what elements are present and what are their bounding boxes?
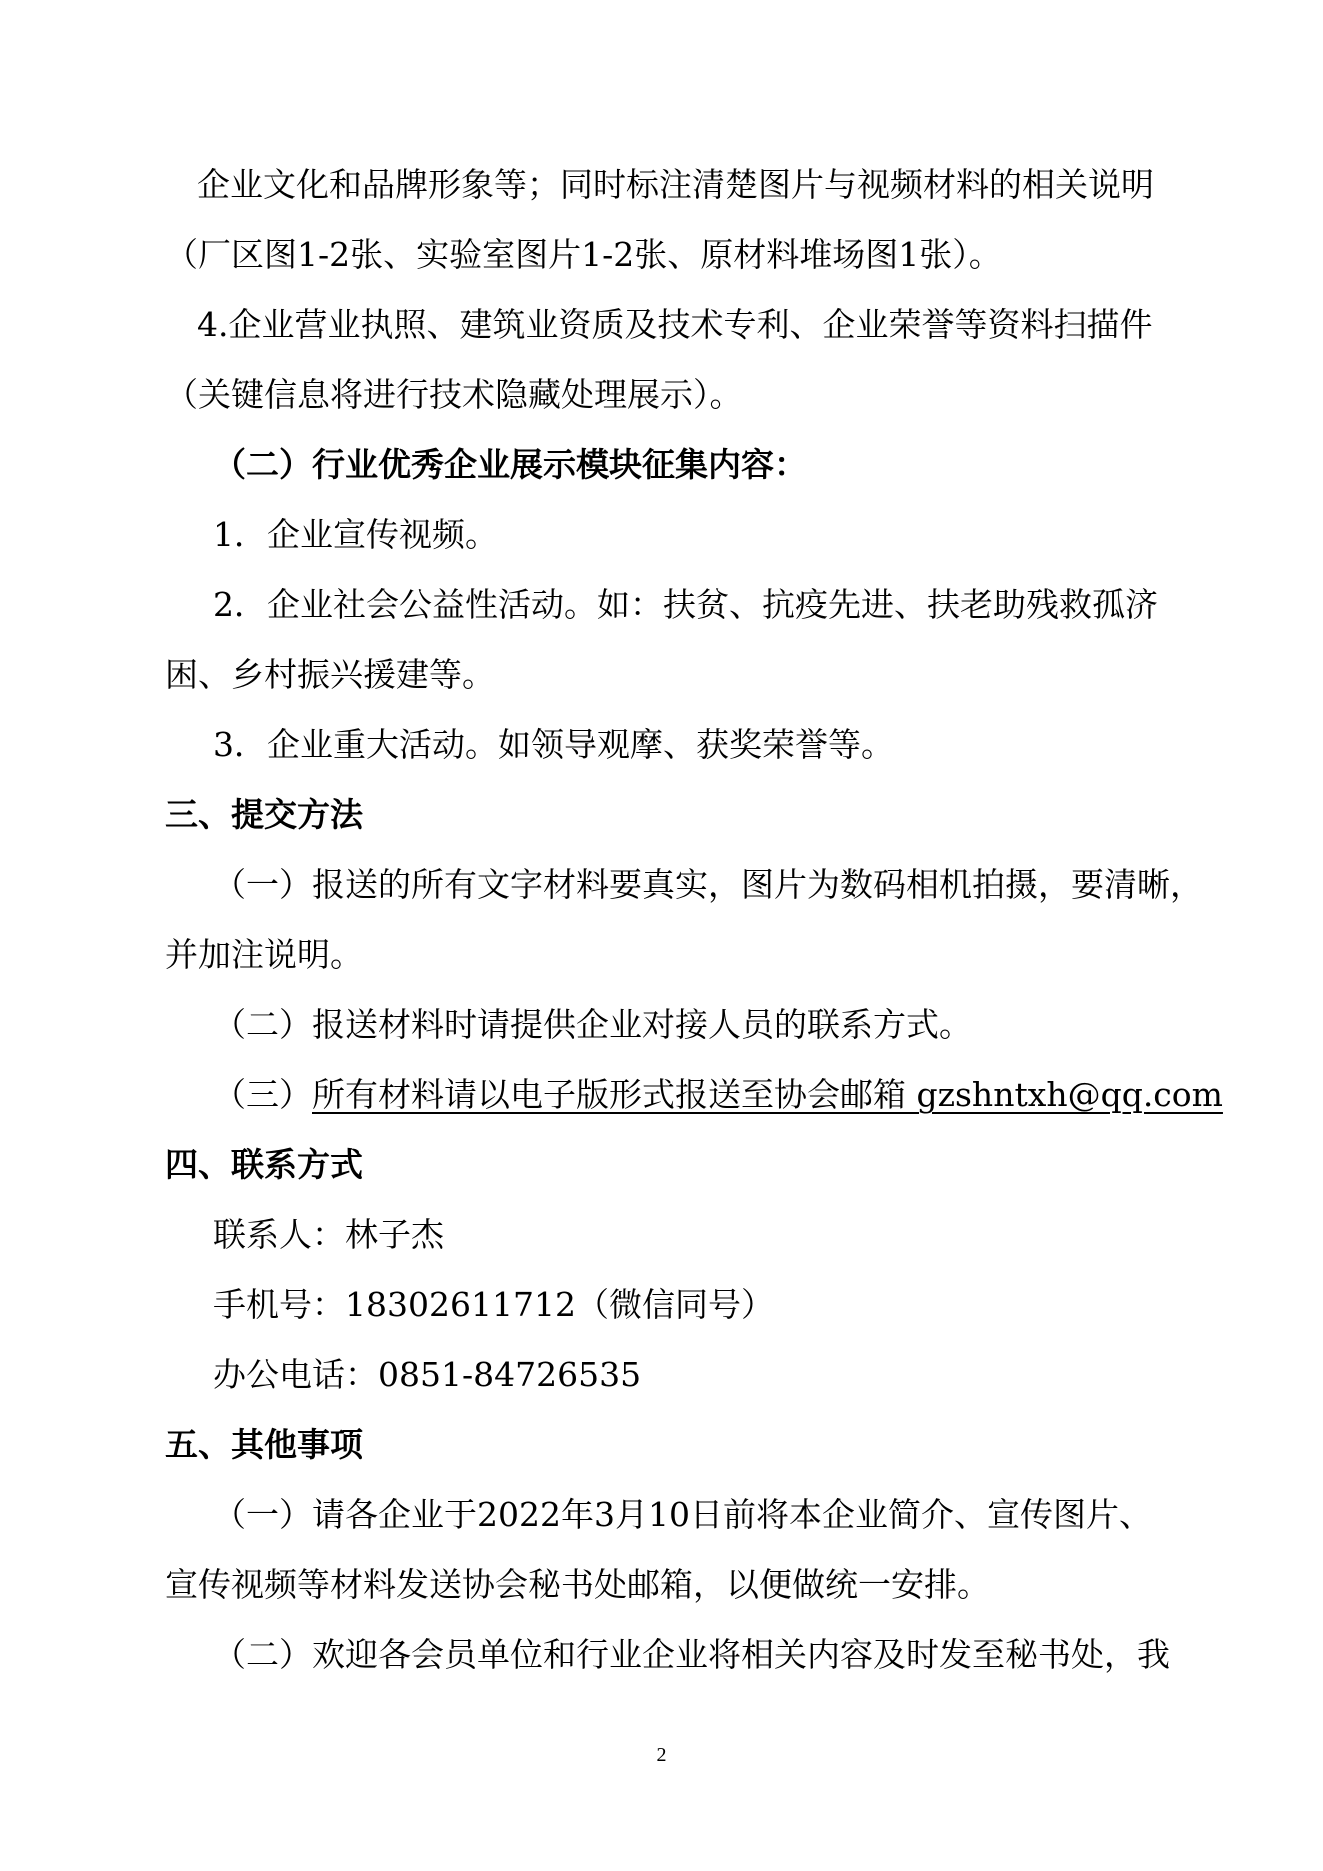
paragraph-line: 宣传视频等材料发送协会秘书处邮箱，以便做统一安排。 [165, 1565, 990, 1604]
paragraph-line: 并加注说明。 [165, 935, 363, 974]
section-heading-showcase: （二）行业优秀企业展示模块征集内容： [213, 445, 807, 484]
list-prefix: （三） [213, 1075, 312, 1114]
paragraph-line: （二）欢迎各会员单位和行业企业将相关内容及时发至秘书处，我 [213, 1635, 1170, 1674]
list-item-4: 4.企业营业执照、建筑业资质及技术专利、企业荣誉等资料扫描件 [197, 305, 1153, 344]
email-link[interactable]: 所有材料请以电子版形式报送至协会邮箱 gzshntxh@qq.com [312, 1075, 1223, 1114]
section-heading-other: 五、其他事项 [165, 1425, 363, 1464]
paragraph-line: （二）报送材料时请提供企业对接人员的联系方式。 [213, 1005, 972, 1044]
section-heading-submit: 三、提交方法 [165, 795, 363, 834]
list-item-3: 3．企业重大活动。如领导观摩、获奖荣誉等。 [213, 725, 894, 764]
paragraph-line: （一）请各企业于2022年3月10日前将本企业简介、宣传图片、 [213, 1495, 1152, 1534]
paragraph-line: （一）报送的所有文字材料要真实，图片为数码相机拍摄，要清晰， [213, 865, 1203, 904]
paragraph-line: （厂区图1-2张、实验室图片1-2张、原材料堆场图1张）。 [165, 235, 1002, 274]
list-item-1: 1．企业宣传视频。 [213, 515, 498, 554]
paragraph-line: 企业文化和品牌形象等；同时标注清楚图片与视频材料的相关说明 [197, 165, 1154, 204]
contact-person: 联系人：林子杰 [213, 1215, 444, 1254]
paragraph-line: 困、乡村振兴援建等。 [165, 655, 495, 694]
paragraph-line: （关键信息将进行技术隐藏处理展示）。 [165, 375, 743, 414]
contact-office-phone: 办公电话：0851-84726535 [213, 1355, 642, 1394]
section-heading-contact: 四、联系方式 [165, 1145, 363, 1184]
list-item-2: 2．企业社会公益性活动。如：扶贫、抗疫先进、扶老助残救孤济 [213, 585, 1158, 624]
paragraph-line [213, 1073, 1223, 1117]
page-number: 2 [656, 1744, 667, 1766]
contact-mobile: 手机号：18302611712（微信同号） [213, 1285, 774, 1324]
